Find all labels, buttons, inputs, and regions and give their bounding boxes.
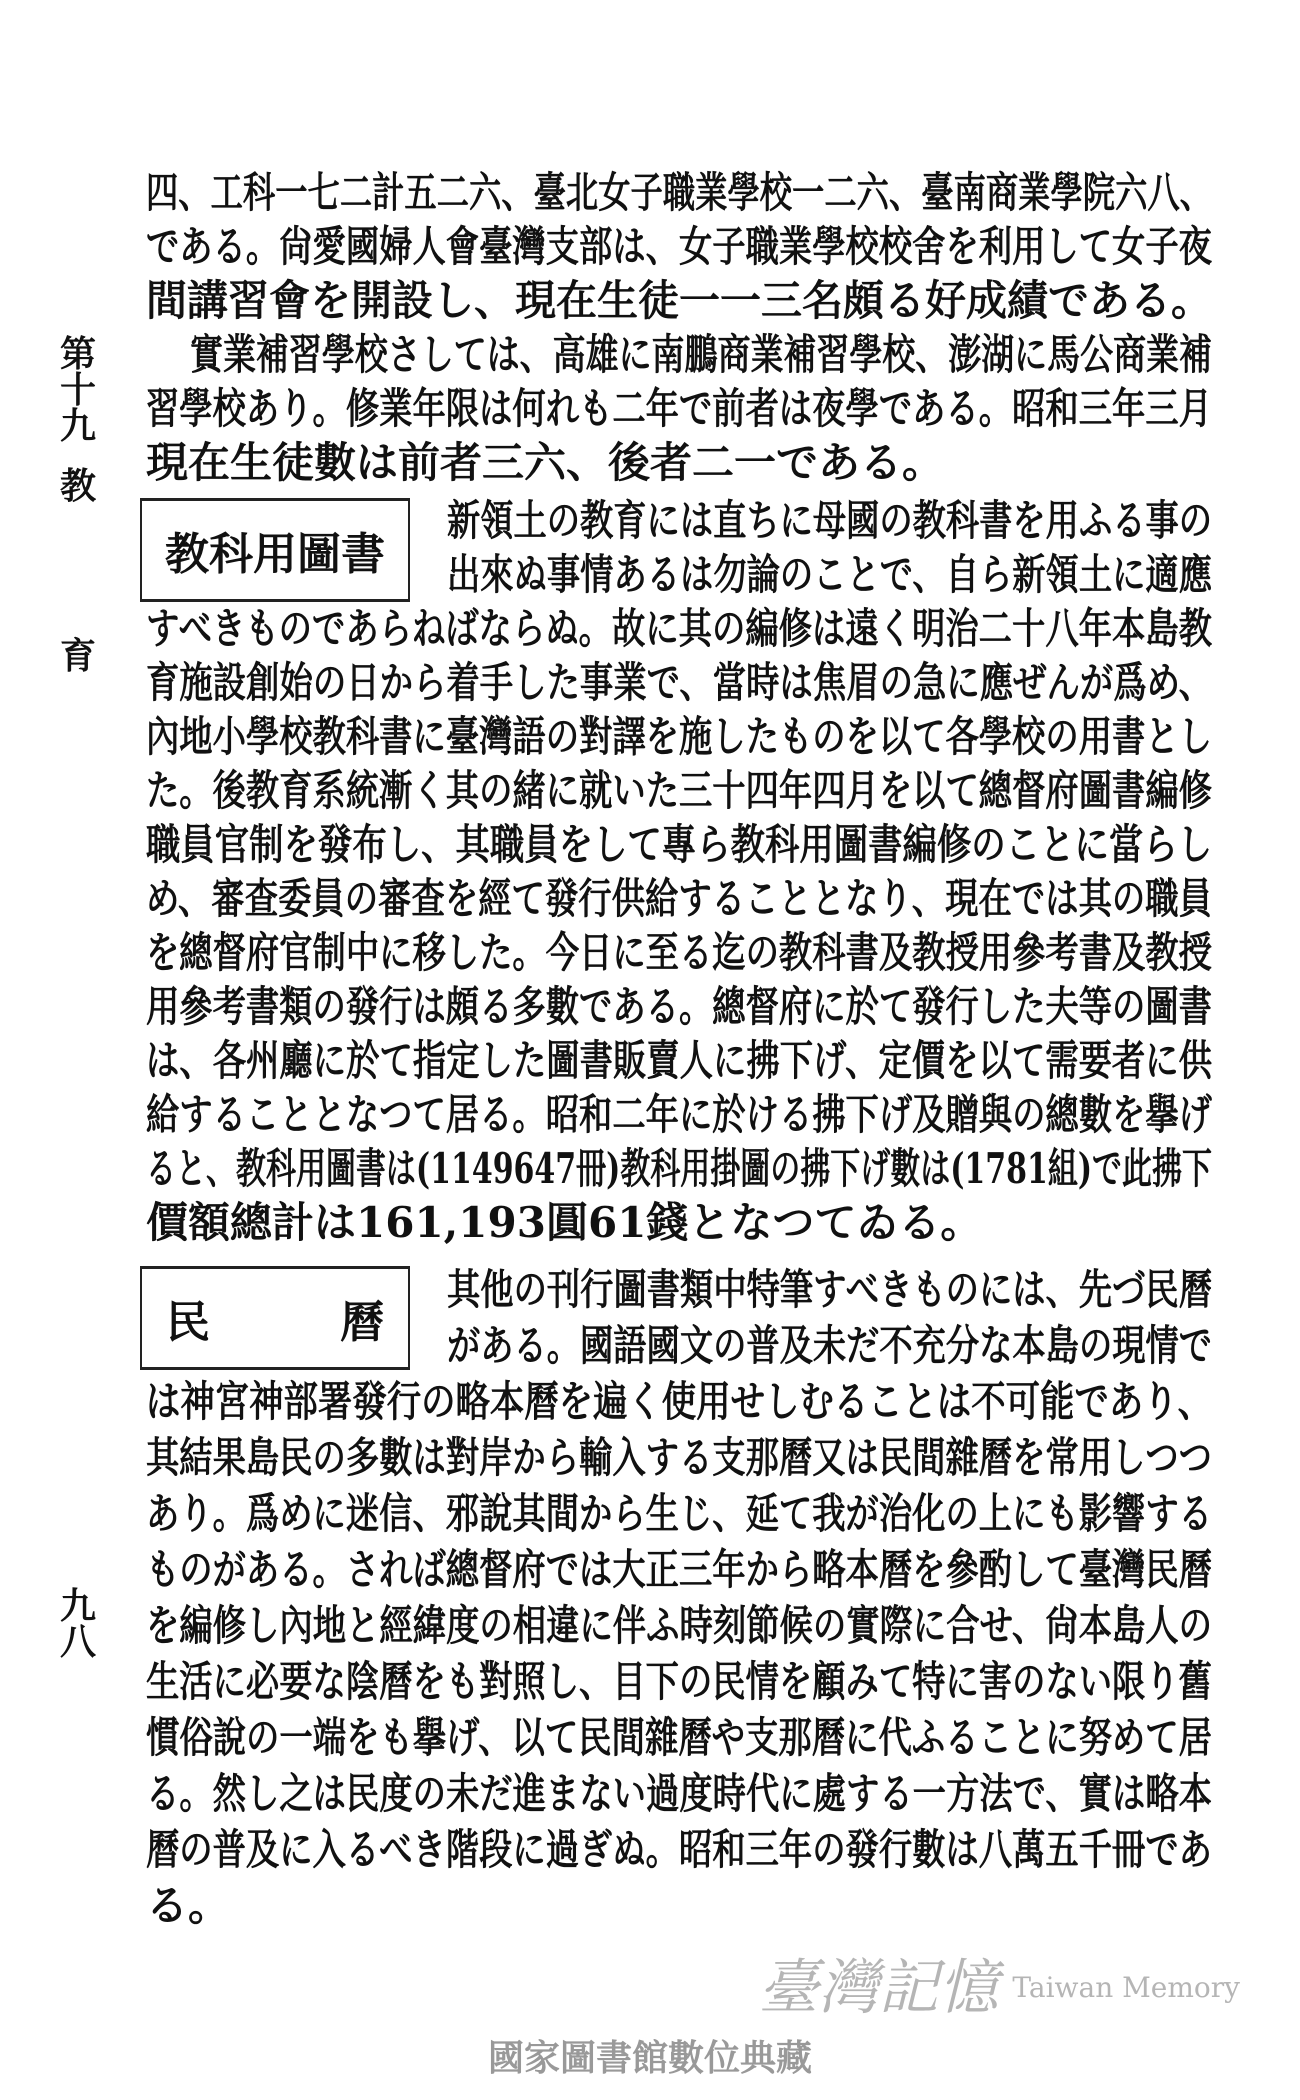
chapter-char: 第: [59, 333, 96, 375]
text-line-content: である。尙愛國婦人會臺灣支部は、女子職業學校校舍を利用して女子夜: [146, 222, 1212, 271]
text-line-content: は神宮神部署發行の略本曆を遍く使用せしむることは不可能であり、: [146, 1377, 1212, 1426]
text-line: [146, 1822, 1212, 1878]
text-line: [146, 548, 1212, 602]
text-line-content: を總督府官制中に移した。今日に至る迄の教科書及教授用參考書及教授: [146, 928, 1212, 977]
text-line-content: ると、教科用圖書は(1149647冊)教科用掛圖の拂下げ數は(1781組)で此拂下: [146, 1144, 1212, 1193]
footer-archive-label: 國家圖書館數位典藏: [487, 2038, 812, 2079]
text-line-content: 價額總計は161,193圓61錢となつてゐる。: [146, 1198, 983, 1247]
page-number-char: 八: [59, 1621, 96, 1663]
heading-textbooks: 教科用圖書: [165, 529, 385, 580]
subject-marker-2: [58, 635, 98, 677]
page-number: [58, 1585, 98, 1663]
text-line-content: がある。國語國文の普及未だ不充分な本島の現情で: [447, 1321, 1212, 1370]
text-line-content: る。然し之は民度の未だ進まない過度時代に處する一方法で、實は略本: [146, 1769, 1212, 1818]
text-line: [146, 1318, 1212, 1374]
text-line-content: 職員官制を發布し、其職員をして專ら教科用圖書編修のことに當らし: [146, 820, 1212, 869]
text-line: [146, 602, 1212, 656]
text-line: [146, 1374, 1212, 1430]
text-line: [146, 1088, 1212, 1142]
text-line: [146, 818, 1212, 872]
section-textbooks: [146, 494, 1212, 1250]
text-line: [146, 764, 1212, 818]
text-line: [146, 656, 1212, 710]
text-line-content: 曆の普及に入るべき階段に過ぎぬ。昭和三年の發行數は八萬五千冊であ: [146, 1825, 1212, 1874]
text-line-content: 其結果島民の多數は對岸から輸入する支那曆又は民間雜曆を常用しつつ: [146, 1433, 1212, 1482]
text-line: [146, 1486, 1212, 1542]
text-line: [146, 328, 1212, 382]
text-line-content: 新領土の教育には直ちに母國の教科書を用ふる事の: [447, 496, 1212, 545]
text-line-content: 生活に必要な陰曆をも對照し、目下の民情を顧みて特に害のない限り舊: [146, 1657, 1212, 1706]
text-line: [146, 166, 1212, 220]
text-line: [146, 1196, 1212, 1250]
page-number-char: 九: [59, 1585, 96, 1627]
section-calendar: [146, 1262, 1212, 1934]
text-line-content: 四、工科一七二計五二六、臺北女子職業學校一二六、臺南商業學院六八、: [146, 168, 1212, 217]
chapter-char: 九: [59, 405, 96, 447]
text-line-content: すべきものであらねばならぬ。故に其の編修は遠く明治二十八年本島教: [146, 604, 1212, 653]
heading-calendar-left: 民: [166, 1297, 210, 1348]
text-line: [146, 1878, 1212, 1934]
text-line-content: 給することとなつて居る。昭和二年に於ける拂下げ及贈與の總數を擧げ: [146, 1090, 1212, 1139]
text-line-content: 用參考書類の發行は頗る多數である。總督府に於て發行した夫等の圖書: [146, 982, 1212, 1031]
subject-marker-1: [58, 465, 98, 507]
watermark-text: 臺灣記憶: [758, 1953, 999, 2023]
section-vocational: [146, 166, 1212, 490]
chapter-marker: [58, 333, 98, 447]
body-text: [146, 166, 1212, 1934]
text-line: [146, 220, 1212, 274]
text-line: [146, 710, 1212, 764]
text-line: [146, 1542, 1212, 1598]
text-line: [146, 1766, 1212, 1822]
subject-char: 育: [59, 635, 96, 677]
text-line: [146, 926, 1212, 980]
text-line-content: 習學校あり。修業年限は何れも二年で前者は夜學である。昭和三年三月: [146, 384, 1212, 433]
text-line-content: 育施設創始の日から着手した事業で、當時は焦眉の急に應ぜんが爲め、: [146, 658, 1212, 707]
text-line-content: る。: [146, 1881, 231, 1930]
text-line: [146, 436, 1212, 490]
text-line-content: 間講習會を開設し、現在生徒一一三名頗る好成績である。: [146, 276, 1212, 325]
watermark: [760, 1952, 1240, 2024]
text-line: [146, 1598, 1212, 1654]
text-line-content: た。後教育系統漸く其の緒に就いた三十四年四月を以て總督府圖書編修: [146, 766, 1212, 815]
text-line-content: あり。爲めに迷信、邪說其間から生じ、延て我が治化の上にも影響する: [146, 1489, 1212, 1538]
text-line-content: 慣俗說の一端をも擧げ、以て民間雜曆や支那曆に代ふることに努めて居: [146, 1713, 1212, 1762]
text-line: [146, 494, 1212, 548]
text-line-content: 內地小學校教科書に臺灣語の對譯を施したものを以て各學校の用書とし: [146, 712, 1212, 761]
text-line-content: は、各州廳に於て指定した圖書販賣人に拂下げ、定價を以て需要者に供: [146, 1036, 1212, 1085]
text-line-content: め、審查委員の審查を經て發行供給することとなり、現在では其の職員: [146, 874, 1212, 923]
text-line-content: 出來ぬ事情あるは勿論のことで、自ら新領土に適應: [447, 550, 1212, 599]
text-line: [146, 1710, 1212, 1766]
text-line: [146, 872, 1212, 926]
text-line: [146, 382, 1212, 436]
text-line: [146, 1142, 1212, 1196]
text-line-content: 現在生徒數は前者三六、後者二一である。: [146, 438, 945, 487]
text-line-content: ものがある。されば總督府では大正三年から略本曆を參酌して臺灣民曆: [146, 1545, 1212, 1594]
text-line-content: を編修し內地と經緯度の相違に伴ふ時刻節候の實際に合せ、尙本島人の: [146, 1601, 1212, 1650]
text-line-content: 其他の刊行圖書類中特筆すべきものには、先づ民曆: [447, 1265, 1212, 1314]
text-line-content: 實業補習學校さしては、高雄に南鵬商業補習學校、澎湖に馬公商業補: [190, 330, 1212, 379]
text-line: [146, 1262, 1212, 1318]
text-line: [146, 1654, 1212, 1710]
text-line: [146, 274, 1212, 328]
text-line: [146, 1034, 1212, 1088]
text-line: [146, 980, 1212, 1034]
chapter-char: 十: [59, 369, 96, 411]
heading-calendar-right: 曆: [340, 1297, 384, 1348]
subject-char: 教: [59, 465, 96, 507]
text-line: [146, 1430, 1212, 1486]
watermark-text-en: Taiwan Memory: [1012, 1971, 1240, 2004]
